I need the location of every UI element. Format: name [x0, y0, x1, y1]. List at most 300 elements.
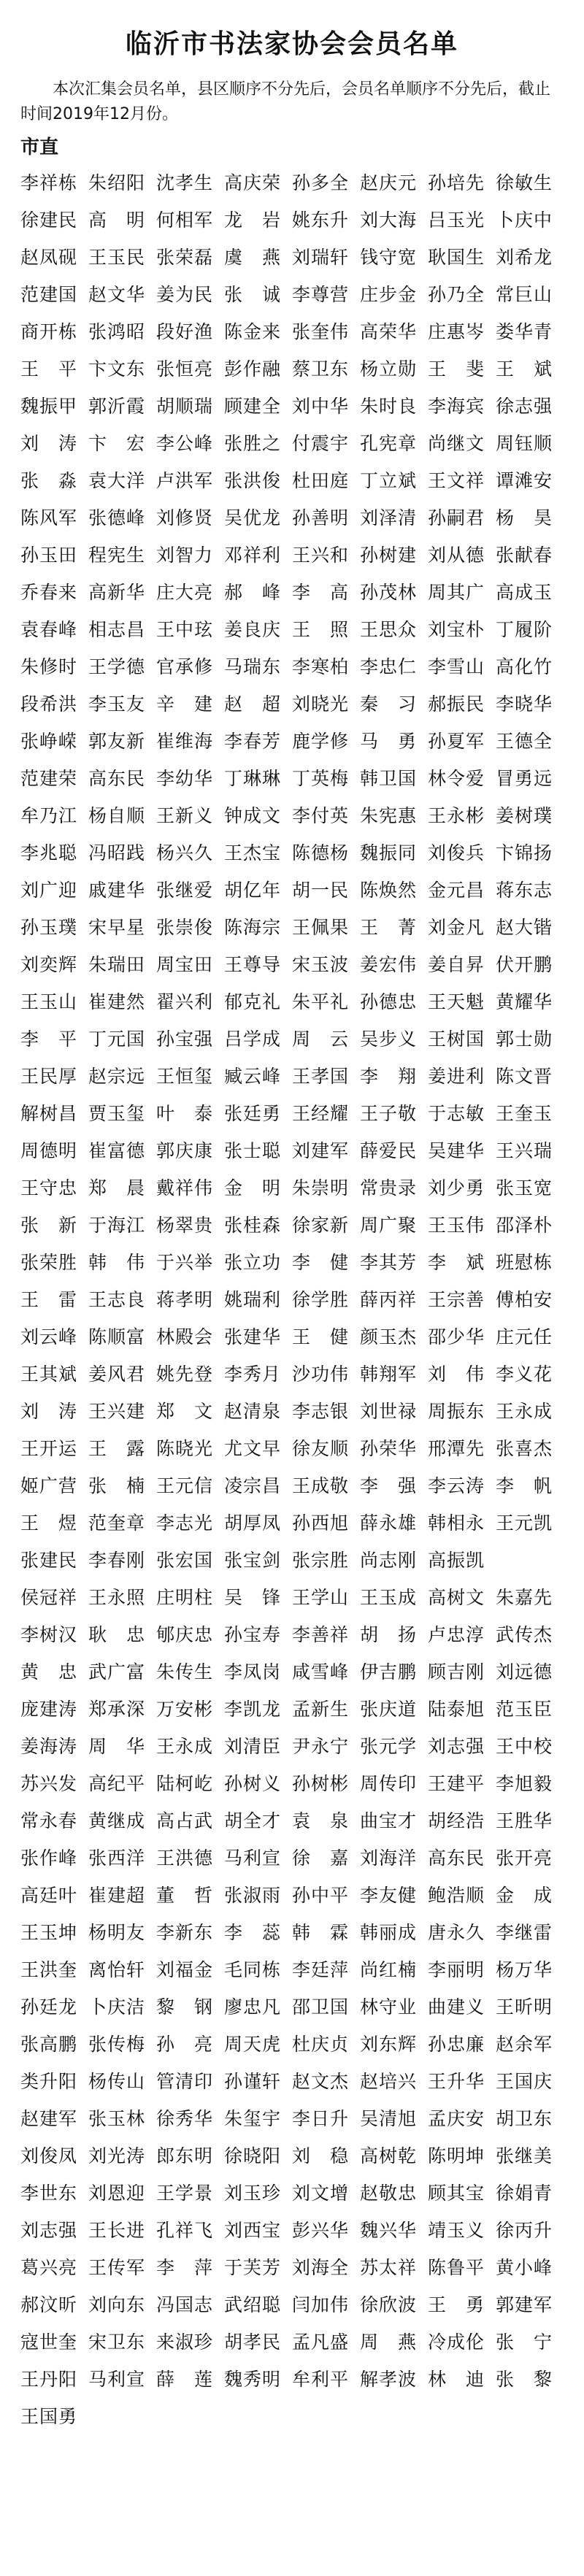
member-name: 刘西宝 — [224, 2220, 282, 2241]
member-name: 魏兴华 — [360, 2220, 418, 2241]
member-name: 范奎章 — [88, 1512, 146, 1534]
member-name: 苏太祥 — [360, 2257, 418, 2278]
member-name: 于兴举 — [156, 1252, 214, 1273]
member-name: 王子敬 — [360, 1103, 418, 1124]
member-name: 孙善明 — [292, 507, 350, 528]
member-name: 孙茂林 — [360, 582, 418, 603]
member-name: 庄大亮 — [156, 582, 214, 603]
member-name: 刘文增 — [292, 2183, 350, 2204]
member-name: 刘志强 — [428, 1736, 485, 1757]
member-name: 徐 嘉 — [292, 1848, 350, 1869]
member-name: 高东民 — [88, 768, 146, 789]
member-name: 王新义 — [156, 805, 214, 826]
member-name: 伏开鹏 — [496, 954, 553, 975]
member-name: 姜为民 — [156, 284, 214, 305]
member-name: 虞 燕 — [224, 247, 282, 268]
member-name: 王守忠 — [20, 1177, 78, 1199]
member-name: 周天虎 — [224, 2034, 282, 2055]
member-name: 王 菁 — [360, 917, 418, 938]
member-name: 尚志刚 — [360, 1550, 418, 1571]
member-name: 马 勇 — [360, 731, 418, 752]
member-name — [360, 2404, 428, 2429]
member-name: 宋玉波 — [292, 954, 350, 975]
member-name: 叶 泰 — [156, 1103, 214, 1124]
member-name: 凌宗昌 — [224, 1475, 282, 1496]
member-name: 王佩果 — [292, 917, 350, 938]
member-name: 张胜之 — [224, 433, 282, 454]
member-name: 耿国生 — [428, 247, 485, 268]
member-name: 杨 昊 — [496, 507, 553, 528]
member-name: 王胜华 — [496, 1810, 553, 1831]
member-name: 张 黎 — [496, 2369, 553, 2390]
member-name: 王玉民 — [88, 247, 146, 268]
member-name: 郭建军 — [496, 2294, 553, 2315]
member-name: 李廷萍 — [292, 1959, 350, 1980]
member-name: 吕学成 — [224, 1029, 282, 1050]
member-name: 庞建涛 — [20, 1699, 78, 1720]
member-name: 李义花 — [496, 1364, 553, 1385]
member-name: 徐晓阳 — [224, 2145, 282, 2166]
member-name: 钱守宽 — [360, 247, 418, 268]
member-name: 黄 忠 — [20, 1661, 78, 1683]
member-name: 王 斐 — [428, 358, 485, 380]
member-name: 孙培先 — [428, 172, 485, 193]
member-name: 杨明友 — [88, 1922, 146, 1943]
member-name: 王 平 — [20, 358, 78, 380]
member-name: 冷成伦 — [428, 2331, 485, 2353]
member-name: 姜进利 — [428, 1066, 485, 1087]
member-name: 王德全 — [496, 731, 553, 752]
member-name: 乔春来 — [20, 582, 78, 603]
member-name: 宋卫东 — [88, 2331, 146, 2353]
member-name: 孔宪章 — [360, 433, 418, 454]
member-name: 李寒柏 — [292, 656, 350, 677]
member-name: 卞 宏 — [88, 433, 146, 454]
member-name: 张宏国 — [156, 1550, 214, 1571]
member-name: 王升华 — [428, 2071, 485, 2092]
member-name: 武传杰 — [496, 1624, 553, 1645]
member-name: 胡厚凤 — [224, 1512, 282, 1534]
member-name: 刘瑞轩 — [292, 247, 350, 268]
member-name: 杨立勋 — [360, 358, 418, 380]
member-name: 高成玉 — [496, 582, 553, 603]
member-name: 孙西旭 — [292, 1512, 350, 1534]
member-name: 赵宗远 — [88, 1066, 146, 1087]
member-name: 姜宏伟 — [360, 954, 418, 975]
member-name: 谭滩安 — [496, 470, 553, 491]
member-name: 官承修 — [156, 656, 214, 677]
member-name: 钟成文 — [224, 805, 282, 826]
member-name: 解树昌 — [20, 1103, 78, 1124]
member-name: 陈海宗 — [224, 917, 282, 938]
member-name: 王永照 — [88, 1587, 146, 1608]
member-name: 韩翔军 — [360, 1364, 418, 1385]
member-name: 彭作融 — [224, 358, 282, 380]
member-name: 范玉臣 — [496, 1699, 553, 1720]
member-name: 姚先登 — [156, 1364, 214, 1385]
member-name: 葛兴亮 — [20, 2257, 78, 2278]
member-name: 李 萍 — [156, 2257, 214, 2278]
member-name: 黄小峰 — [496, 2257, 553, 2278]
member-name: 孙树建 — [360, 545, 418, 566]
member-name: 胡顺瑞 — [156, 396, 214, 417]
member-name: 徐家新 — [292, 1215, 350, 1236]
member-name: 王奎玉 — [496, 1103, 553, 1124]
member-name: 陈焕然 — [360, 880, 418, 901]
member-name: 杨传山 — [88, 2071, 146, 2092]
member-name: 朱玺宇 — [224, 2108, 282, 2129]
member-name: 张献春 — [496, 545, 553, 566]
member-name: 张庆道 — [360, 1699, 418, 1720]
member-name: 陆柯屹 — [156, 1773, 214, 1794]
member-name: 王元凯 — [496, 1512, 553, 1534]
member-name: 李其芳 — [360, 1252, 418, 1273]
member-name: 崔维海 — [156, 731, 214, 752]
member-name: 张传梅 — [88, 2034, 146, 2055]
member-name: 曲建义 — [428, 1996, 485, 2018]
member-name: 辛 建 — [156, 693, 214, 715]
member-name: 朱修时 — [20, 656, 78, 677]
member-name: 赵培兴 — [360, 2071, 418, 2092]
member-name: 刘福金 — [156, 1959, 214, 1980]
member-name — [88, 2404, 156, 2429]
member-name: 李雪山 — [428, 656, 485, 677]
member-name: 王建平 — [428, 1773, 485, 1794]
member-name: 李新东 — [156, 1922, 214, 1943]
member-name: 唐永久 — [428, 1922, 485, 1943]
member-name: 徐志强 — [496, 396, 553, 417]
member-name: 刘希龙 — [496, 247, 553, 268]
member-name: 顾建全 — [224, 396, 282, 417]
member-name: 李玉友 — [88, 693, 146, 715]
member-name: 王杰宝 — [224, 842, 282, 864]
member-name: 袁大洋 — [88, 470, 146, 491]
member-name: 孙中平 — [292, 1885, 350, 1906]
member-name: 张建民 — [20, 1550, 78, 1571]
member-name: 赵余军 — [496, 2034, 553, 2055]
member-name: 尹永宁 — [292, 1736, 350, 1757]
member-name: 林 迪 — [428, 2369, 485, 2390]
member-name: 范建国 — [20, 284, 78, 305]
member-name: 郝振民 — [428, 693, 485, 715]
member-name: 高化竹 — [496, 656, 553, 677]
member-name: 杜田庭 — [292, 470, 350, 491]
member-name: 刘 稳 — [292, 2145, 350, 2166]
member-name: 戴祥伟 — [156, 1177, 214, 1199]
member-name: 来淑珍 — [156, 2331, 214, 2353]
member-name: 郭沂霞 — [88, 396, 146, 417]
member-name — [292, 2404, 360, 2429]
member-name: 朱传生 — [156, 1661, 214, 1683]
member-name: 冯国志 — [156, 2294, 214, 2315]
member-name: 张德峰 — [88, 507, 146, 528]
member-name: 张士聪 — [224, 1140, 282, 1161]
member-name: 孙 亮 — [156, 2034, 214, 2055]
member-name: 魏秀明 — [224, 2369, 282, 2390]
member-name: 朱崇明 — [292, 1177, 350, 1199]
member-name: 张作峰 — [20, 1848, 78, 1869]
member-name: 刘远德 — [496, 1661, 553, 1683]
member-name — [496, 1548, 564, 1573]
member-name: 王恒玺 — [156, 1066, 214, 1087]
member-name: 王孝国 — [292, 1066, 350, 1087]
member-name: 姬广营 — [20, 1475, 78, 1496]
member-name: 高庆荣 — [224, 172, 282, 193]
member-name: 孟凡盛 — [292, 2331, 350, 2353]
member-name: 王开运 — [20, 1438, 78, 1459]
member-name: 徐友顺 — [292, 1438, 350, 1459]
member-name: 卜庆洁 — [88, 1996, 146, 2018]
member-name: 卜庆中 — [496, 209, 553, 231]
member-name: 王民厚 — [20, 1066, 78, 1087]
member-name: 卞锦扬 — [496, 842, 553, 864]
member-name: 吴清旭 — [360, 2108, 418, 2129]
member-name: 崔建然 — [88, 991, 146, 1012]
member-name: 高廷叶 — [20, 1885, 78, 1906]
member-name: 杜庆贞 — [292, 2034, 350, 2055]
member-name — [156, 2404, 224, 2429]
member-name: 周德明 — [20, 1140, 78, 1161]
member-name: 张喜杰 — [496, 1438, 553, 1459]
member-name: 张 宁 — [496, 2331, 553, 2353]
member-name: 李云涛 — [428, 1475, 485, 1496]
member-name: 张荣胜 — [20, 1252, 78, 1273]
member-name: 王中玹 — [156, 619, 214, 640]
member-name: 王玉成 — [360, 1587, 418, 1608]
member-name: 王 斌 — [496, 358, 553, 380]
member-name: 郭士勋 — [496, 1029, 553, 1050]
member-name: 苏兴发 — [20, 1773, 78, 1794]
member-name: 姜树璞 — [496, 805, 553, 826]
member-name: 刘志强 — [20, 2220, 78, 2241]
member-name: 刘清臣 — [224, 1736, 282, 1757]
member-name: 李旭毅 — [496, 1773, 553, 1794]
member-name: 王学山 — [292, 1587, 350, 1608]
member-name: 李 蕊 — [224, 1922, 282, 1943]
member-name: 王 雷 — [20, 1289, 78, 1310]
member-name: 张继美 — [496, 2145, 553, 2166]
member-name: 戚建华 — [88, 880, 146, 901]
member-name: 伊吉鹏 — [360, 1661, 418, 1683]
member-name: 崔富德 — [88, 1140, 146, 1161]
member-name: 李 高 — [292, 582, 350, 603]
member-name: 张 新 — [20, 1215, 78, 1236]
member-name: 张奎伟 — [292, 321, 350, 342]
member-name: 尚继文 — [428, 433, 485, 454]
member-name: 廖忠凡 — [224, 1996, 282, 2018]
member-name: 吴步义 — [360, 1029, 418, 1050]
member-name: 邵卫国 — [292, 1996, 350, 2018]
member-name: 周 燕 — [360, 2331, 418, 2353]
member-name: 陈文晋 — [496, 1066, 553, 1087]
member-name: 崔建超 — [88, 1885, 146, 1906]
member-name: 刘云峰 — [20, 1326, 78, 1347]
member-name: 解孝波 — [360, 2369, 418, 2390]
member-name: 毛同栋 — [224, 1959, 282, 1980]
member-name — [224, 2404, 292, 2429]
member-name: 姚东升 — [292, 209, 350, 231]
member-name: 王 勇 — [428, 2294, 485, 2315]
member-name: 沈孝生 — [156, 172, 214, 193]
member-name: 李 强 — [360, 1475, 418, 1496]
member-name: 丁元国 — [88, 1029, 146, 1050]
member-name: 杨万华 — [496, 1959, 553, 1980]
member-name: 孙德忠 — [360, 991, 418, 1012]
member-name: 赵清泉 — [224, 1401, 282, 1422]
member-name: 董 哲 — [156, 1885, 214, 1906]
member-name: 于海江 — [88, 1215, 146, 1236]
member-name: 魏振同 — [360, 842, 418, 864]
member-name: 金元昌 — [428, 880, 485, 901]
member-name: 高树乾 — [360, 2145, 418, 2166]
member-name: 赵大锴 — [496, 917, 553, 938]
section-heading: 市直 — [20, 137, 59, 158]
member-name: 卢忠淳 — [428, 1624, 485, 1645]
member-name: 段希洪 — [20, 693, 78, 715]
member-name: 刘智力 — [156, 545, 214, 566]
member-name: 娄华青 — [496, 321, 553, 342]
member-name: 姜良庆 — [224, 619, 282, 640]
member-name: 赵凤砚 — [20, 247, 78, 268]
member-name: 丁履阶 — [496, 619, 553, 640]
member-name: 孔祥飞 — [156, 2220, 214, 2241]
member-name: 王洪德 — [156, 1848, 214, 1869]
member-name: 郁克礼 — [224, 991, 282, 1012]
member-name: 杨兴久 — [156, 842, 214, 864]
member-name: 张建华 — [224, 1326, 282, 1347]
member-name: 郎东明 — [156, 2145, 214, 2166]
member-name: 李丽明 — [428, 1959, 485, 1980]
member-name: 李友健 — [360, 1885, 418, 1906]
member-name: 陈晓光 — [156, 1438, 214, 1459]
member-name: 吴 锋 — [224, 1587, 282, 1608]
member-name: 曲宝才 — [360, 1810, 418, 1831]
member-name: 高 明 — [88, 209, 146, 231]
member-name: 赵敬忠 — [360, 2183, 418, 2204]
member-name: 吴建华 — [428, 1140, 485, 1161]
member-name: 胡孝民 — [224, 2331, 282, 2353]
member-name: 吕玉光 — [428, 209, 485, 231]
member-name: 徐娟青 — [496, 2183, 553, 2204]
member-name: 韩 伟 — [88, 1252, 146, 1273]
member-name: 尤文早 — [224, 1438, 282, 1459]
member-name: 孙树彬 — [292, 1773, 350, 1794]
member-name: 韩 霖 — [292, 1922, 350, 1943]
member-name: 颜玉杰 — [360, 1326, 418, 1347]
member-name: 王树国 — [428, 1029, 485, 1050]
member-name: 孙夏军 — [428, 731, 485, 752]
member-name: 于志敏 — [428, 1103, 485, 1124]
member-name: 张 淼 — [20, 470, 78, 491]
member-name: 徐欣波 — [360, 2294, 418, 2315]
member-name: 徐建民 — [20, 209, 78, 231]
member-name: 张廷勇 — [224, 1103, 282, 1124]
member-name: 刘海洋 — [360, 1848, 418, 1869]
member-name: 高新华 — [88, 582, 146, 603]
member-name: 于芙芳 — [224, 2257, 282, 2278]
member-name: 鹿学修 — [292, 731, 350, 752]
member-name: 郝汶昕 — [20, 2294, 78, 2315]
member-name: 郑 晨 — [88, 1177, 146, 1199]
member-name: 付震宇 — [292, 433, 350, 454]
member-name: 李凯龙 — [224, 1699, 282, 1720]
member-name: 朱绍阳 — [88, 172, 146, 193]
member-name: 张宝剑 — [224, 1550, 282, 1571]
member-name: 周传印 — [360, 1773, 418, 1794]
member-name: 李世东 — [20, 2183, 78, 2204]
member-name: 周振东 — [428, 1401, 485, 1422]
member-name: 朱嘉先 — [496, 1587, 553, 1608]
member-name: 万安彬 — [156, 1699, 214, 1720]
member-name: 张峥嵘 — [20, 731, 78, 752]
member-name: 郇庆忠 — [156, 1624, 214, 1645]
member-name: 张玉林 — [88, 2108, 146, 2129]
member-name: 李海宾 — [428, 396, 485, 417]
member-name: 徐秀华 — [156, 2108, 214, 2129]
member-name: 商开栋 — [20, 321, 78, 342]
member-name: 张开亮 — [496, 1848, 553, 1869]
member-name: 王 照 — [292, 619, 350, 640]
member-name: 王其斌 — [20, 1364, 78, 1385]
member-name: 杨自顺 — [88, 805, 146, 826]
member-name: 刘修贤 — [156, 507, 214, 528]
member-name — [496, 2404, 564, 2429]
member-name: 王国勇 — [20, 2406, 78, 2427]
member-name: 孙玉璞 — [20, 917, 78, 938]
member-name: 韩丽成 — [360, 1922, 418, 1943]
member-name: 张继爱 — [156, 880, 214, 901]
member-name: 朱瑞田 — [88, 954, 146, 975]
member-name: 离怡轩 — [88, 1959, 146, 1980]
member-name: 刘恩迎 — [88, 2183, 146, 2204]
member-name: 卢洪军 — [156, 470, 214, 491]
member-name: 王成敬 — [292, 1475, 350, 1496]
member-name: 邵泽朴 — [496, 1215, 553, 1236]
member-name: 张洪俊 — [224, 470, 282, 491]
member-name: 刘从德 — [428, 545, 485, 566]
member-name: 李志光 — [156, 1512, 214, 1534]
member-name: 刘海全 — [292, 2257, 350, 2278]
member-name: 王中校 — [496, 1736, 553, 1757]
member-name: 刘俊凤 — [20, 2145, 78, 2166]
member-name: 牟乃江 — [20, 805, 78, 826]
member-name: 靖玉义 — [428, 2220, 485, 2241]
member-name: 王长进 — [88, 2220, 146, 2241]
member-name: 孙乃全 — [428, 284, 485, 305]
member-name: 冒勇远 — [496, 768, 553, 789]
member-name: 孙树义 — [224, 1773, 282, 1794]
member-name: 刘玉珍 — [224, 2183, 282, 2204]
member-name: 王永彬 — [428, 805, 485, 826]
member-name: 王学景 — [156, 2183, 214, 2204]
member-name: 李 帆 — [496, 1475, 553, 1496]
member-name: 寇世奎 — [20, 2331, 78, 2353]
member-name: 贾玉玺 — [88, 1103, 146, 1124]
member-name: 韩卫国 — [360, 768, 418, 789]
member-name — [428, 2404, 496, 2429]
member-name: 刘少勇 — [428, 1177, 485, 1199]
member-name: 李志银 — [292, 1401, 350, 1422]
member-name: 赵建军 — [20, 2108, 78, 2129]
member-name: 李忠仁 — [360, 656, 418, 677]
member-name: 龙 岩 — [224, 209, 282, 231]
member-name: 魏振甲 — [20, 396, 78, 417]
member-name: 程宪生 — [88, 545, 146, 566]
member-name: 王思众 — [360, 619, 418, 640]
member-name: 张鸿昭 — [88, 321, 146, 342]
member-name: 王兴建 — [88, 1401, 146, 1422]
member-name: 高东民 — [428, 1848, 485, 1869]
